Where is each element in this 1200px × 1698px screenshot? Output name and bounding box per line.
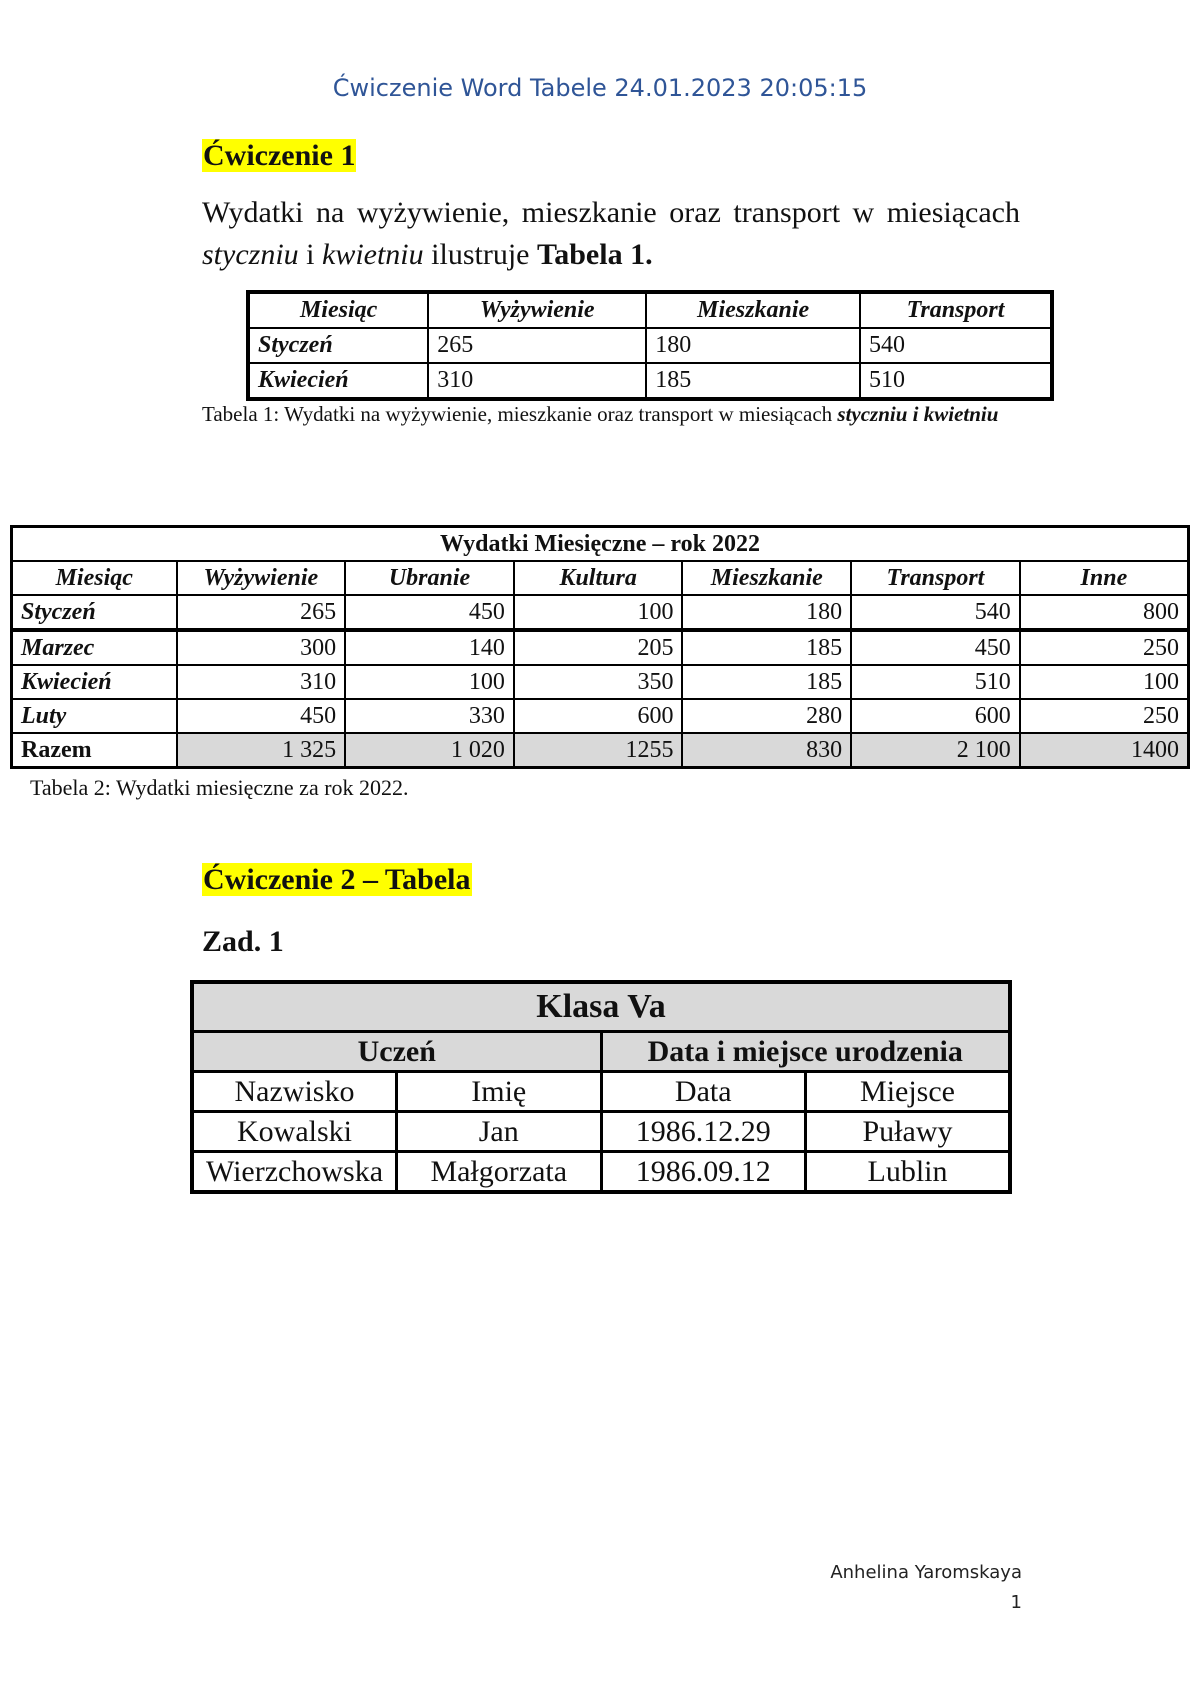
table-cell: 205 xyxy=(514,630,683,665)
table-2-header: Kultura xyxy=(514,561,683,595)
table-cell: 100 xyxy=(1020,665,1189,699)
table-cell: 1986.12.29 xyxy=(601,1112,806,1152)
table-cell: 140 xyxy=(345,630,514,665)
table-3-group-row xyxy=(192,1032,1010,1072)
table-cell: 1400 xyxy=(1020,733,1189,768)
para-text-b: ilustruje xyxy=(423,238,537,271)
table-3-header: Data xyxy=(601,1072,806,1112)
table-row xyxy=(12,665,1189,699)
table-cell: Kowalski xyxy=(192,1112,397,1152)
table-row xyxy=(192,1112,1010,1152)
table-1-header: Mieszkanie xyxy=(646,292,860,328)
table-2-total-label: Razem xyxy=(12,733,177,768)
table-cell: 800 xyxy=(1020,595,1189,630)
table-3-header: Miejsce xyxy=(806,1072,1011,1112)
table-cell: 350 xyxy=(514,665,683,699)
table-2 xyxy=(10,525,1190,769)
table-1 xyxy=(246,290,1054,401)
table-1-row-label: Kwiecień xyxy=(248,363,428,399)
table-2-header: Wyżywienie xyxy=(177,561,346,595)
table-cell: 265 xyxy=(428,328,646,363)
table-3-group-birth: Data i miejsce urodzenia xyxy=(601,1032,1010,1072)
table-2-row-label: Marzec xyxy=(12,630,177,665)
table-cell: 450 xyxy=(177,699,346,733)
para-italic-styczniu: styczniu xyxy=(202,238,299,271)
table-cell: 280 xyxy=(682,699,851,733)
table-cell: Puławy xyxy=(806,1112,1011,1152)
table-cell: 1 020 xyxy=(345,733,514,768)
table-cell: 540 xyxy=(860,328,1052,363)
document-header: Ćwiczenie Word Tabele 24.01.2023 20:05:15 xyxy=(332,74,868,102)
table-cell: 100 xyxy=(345,665,514,699)
table-cell: Małgorzata xyxy=(397,1152,602,1193)
table-row xyxy=(12,595,1189,630)
table-cell: 450 xyxy=(345,595,514,630)
table-2-header-row xyxy=(12,561,1189,595)
table-1-caption xyxy=(202,399,1020,429)
table-3-header: Nazwisko xyxy=(192,1072,397,1112)
table-2-header: Mieszkanie xyxy=(682,561,851,595)
table-cell: 250 xyxy=(1020,630,1189,665)
table-cell: 185 xyxy=(682,665,851,699)
table-cell: 540 xyxy=(851,595,1020,630)
table-cell: 1255 xyxy=(514,733,683,768)
table-cell: 100 xyxy=(514,595,683,630)
table-row xyxy=(12,630,1189,665)
table-3-header: Imię xyxy=(397,1072,602,1112)
para-text-a: Wydatki na wyżywienie, mieszkanie oraz transport w miesiącach xyxy=(202,196,1020,229)
table-1-header: Wyżywienie xyxy=(428,292,646,328)
table-1-caption-emph: styczniu i kwietniu xyxy=(837,402,999,426)
footer-page-number: 1 xyxy=(1010,1592,1022,1613)
table-2-title-row xyxy=(12,527,1189,562)
exercise-1-paragraph xyxy=(202,192,1020,276)
table-cell: 600 xyxy=(514,699,683,733)
table-cell: 510 xyxy=(851,665,1020,699)
table-1-header: Transport xyxy=(860,292,1052,328)
para-bold-ref: Tabela 1. xyxy=(536,238,653,271)
task-heading: Zad. 1 xyxy=(202,925,284,958)
footer-author: Anhelina Yaromskaya xyxy=(830,1562,1022,1583)
table-2-row-label: Styczeń xyxy=(12,595,177,630)
table-cell: 1986.09.12 xyxy=(601,1152,806,1193)
table-1-header: Miesiąc xyxy=(248,292,428,328)
table-cell: 830 xyxy=(682,733,851,768)
table-cell: 185 xyxy=(646,363,860,399)
table-row xyxy=(248,363,1052,399)
table-row xyxy=(192,1152,1010,1193)
table-2-title: Wydatki Miesięczne – rok 2022 xyxy=(12,527,1189,562)
table-cell: 185 xyxy=(682,630,851,665)
table-row xyxy=(248,328,1052,363)
table-cell: 180 xyxy=(682,595,851,630)
table-1-caption-text: Tabela 1: Wydatki na wyżywienie, mieszkanie oraz transport w miesiącach xyxy=(202,402,838,426)
table-cell: 310 xyxy=(177,665,346,699)
table-2-row-label: Luty xyxy=(12,699,177,733)
table-cell: 180 xyxy=(646,328,860,363)
table-2-row-label: Kwiecień xyxy=(12,665,177,699)
exercise-1-heading xyxy=(202,138,356,174)
exercise-1-heading-text: Ćwiczenie 1 xyxy=(203,139,356,172)
table-3-title-row xyxy=(192,982,1010,1032)
exercise-2-heading xyxy=(202,862,472,898)
table-cell: 330 xyxy=(345,699,514,733)
table-3-title: Klasa Va xyxy=(192,982,1010,1032)
exercise-2-heading-text: Ćwiczenie 2 – Tabela xyxy=(203,863,471,896)
table-cell: Wierzchowska xyxy=(192,1152,397,1193)
table-2-caption: Tabela 2: Wydatki miesięczne za rok 2022. xyxy=(30,775,409,800)
table-cell: 1 325 xyxy=(177,733,346,768)
table-2-header: Inne xyxy=(1020,561,1189,595)
table-cell: 250 xyxy=(1020,699,1189,733)
table-2-header: Ubranie xyxy=(345,561,514,595)
table-cell: 450 xyxy=(851,630,1020,665)
table-1-row-label: Styczeń xyxy=(248,328,428,363)
table-cell: Jan xyxy=(397,1112,602,1152)
table-2-header: Transport xyxy=(851,561,1020,595)
para-italic-kwietniu: kwietniu xyxy=(322,238,424,271)
table-1-header-row xyxy=(248,292,1052,328)
table-cell: Lublin xyxy=(806,1152,1011,1193)
table-2-header: Miesiąc xyxy=(12,561,177,595)
table-row xyxy=(12,699,1189,733)
table-cell: 600 xyxy=(851,699,1020,733)
para-text-mid: i xyxy=(298,238,322,271)
table-cell: 510 xyxy=(860,363,1052,399)
table-3-header-row xyxy=(192,1072,1010,1112)
table-cell: 265 xyxy=(177,595,346,630)
table-cell: 300 xyxy=(177,630,346,665)
table-cell: 310 xyxy=(428,363,646,399)
table-2-total-row xyxy=(12,733,1189,768)
table-3 xyxy=(190,980,1012,1194)
table-cell: 2 100 xyxy=(851,733,1020,768)
table-3-group-student: Uczeń xyxy=(192,1032,601,1072)
